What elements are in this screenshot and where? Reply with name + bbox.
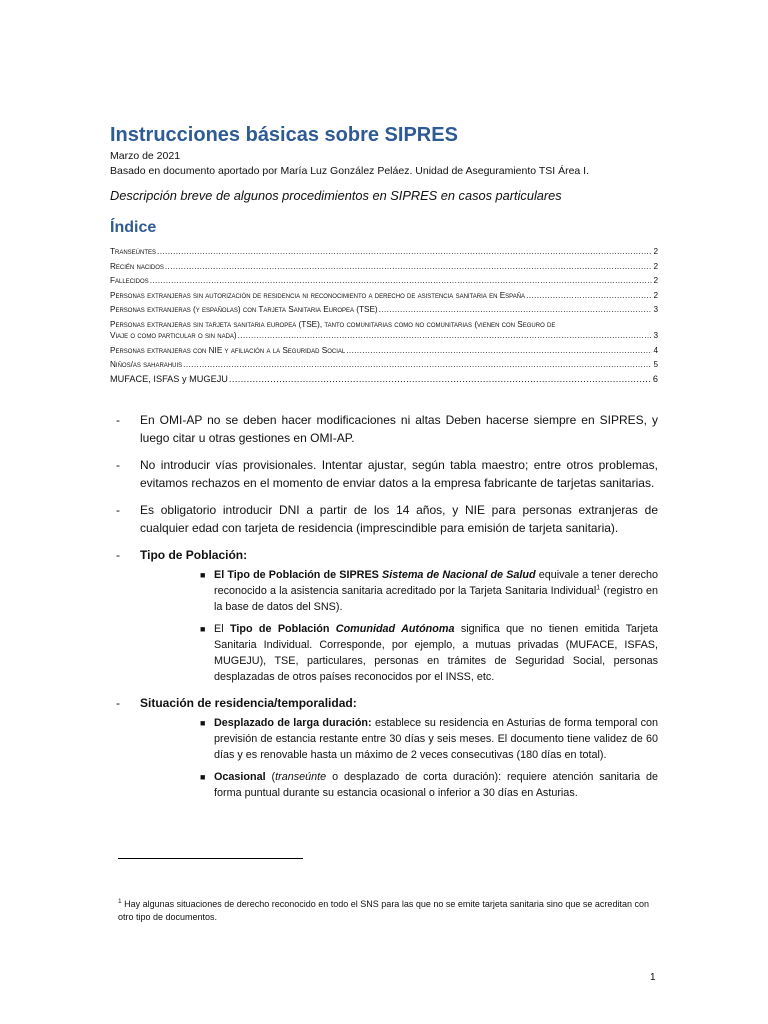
document-date: Marzo de 2021 — [110, 150, 181, 162]
list-item-situacion-residencia — [110, 694, 658, 801]
square-bullet-icon: ■ — [200, 623, 206, 634]
toc-entry-extranjeras-sin-autorizacion[interactable]: Personas extranjeras sin autorización de residencia ni reconocimiento a derecho de asistencia sanitaria en España ..... 2 — [110, 290, 658, 301]
footnote-mark: 1 — [118, 898, 122, 905]
dash-bullet: - — [116, 547, 120, 562]
toc-entry-fallecidos[interactable]: Fallecidos ..... 2 — [110, 275, 658, 286]
section-heading: Situación de residencia/temporalidad: — [140, 695, 357, 710]
table-of-contents — [110, 246, 658, 385]
footnote-ref[interactable]: 1 — [596, 584, 601, 592]
sublist — [140, 567, 658, 685]
section-heading: Tipo de Población: — [140, 547, 248, 562]
dash-bullet: - — [116, 502, 120, 517]
square-bullet-icon: ■ — [200, 717, 206, 728]
list-item: - No introducir vías provisionales. Intentar ajustar, según tabla maestro; entre otros problemas, evitamos rechazos en el momento de enviar datos a la empresa fabricante de tarjetas sanitarias. — [116, 457, 658, 490]
toc-entry-extranjeras-sin-tse[interactable]: Personas extranjeras sin tarjeta sanitaria europea (TSE), tanto comunitarias como no comunitarias (vienen con Seguro de Viaje o como particular o sin nada) ..... 3 — [110, 319, 658, 341]
footnote — [118, 898, 660, 924]
square-bullet-icon: ■ — [200, 569, 206, 580]
list-item-tipo-poblacion — [110, 546, 658, 685]
page-number: 1 — [650, 972, 656, 983]
instruction-list — [110, 411, 658, 801]
footnote-text: Hay algunas situaciones de derecho reconocido en todo el SNS para las que no se emite tarjeta sanitaria sino que se acreditan con otro tipo de documentos. — [118, 899, 649, 922]
toc-entry-muface-isfas-mugeju[interactable]: MUFACE, ISFAS y MUGEJU ..... 6 — [110, 374, 658, 385]
sublist-item: ■ El Tipo de Población Comunidad Autónoma significa que no tienen emitida Tarjeta Sanitaria Individual. Corresponde, por ejemplo, a mutuas privadas (MUFACE, ISFAS, MUGEJU), TSE, particulares, personas en trámites de Seguridad Social, personas desplazadas de otros países reconocidos por el INSS, etc. — [200, 622, 658, 683]
page-content — [110, 122, 658, 810]
toc-heading: Índice — [110, 219, 157, 236]
toc-entry-transeuntes[interactable]: Transeúntes ..... 2 — [110, 246, 658, 257]
dash-bullet: - — [116, 695, 120, 710]
toc-entry-extranjeras-con-tse[interactable]: Personas extranjeras (y españolas) con Tarjeta Sanitaria Europea (TSE) ..... 3 — [110, 304, 658, 315]
author-line: Basado en documento aportado por María Luz González Peláez. Unidad de Aseguramiento TSI Área I. — [110, 165, 590, 177]
toc-entry-recien-nacidos[interactable]: Recién nacidos ..... 2 — [110, 261, 658, 272]
dash-bullet: - — [116, 457, 120, 472]
list-item: - En OMI-AP no se deben hacer modificaciones ni altas Deben hacerse siempre en SIPRES, y luego citar u otras gestiones en OMI-AP. — [116, 412, 658, 445]
list-item: - Es obligatorio introducir DNI a partir de los 14 años, y NIE para personas extranjeras de cualquier edad con tarjeta de residencia (imprescindible para emisión de tarjeta sanitaria). — [116, 502, 658, 535]
footnote-separator — [118, 858, 303, 859]
dash-bullet: - — [116, 412, 120, 427]
sublist-item: ■ Desplazado de larga duración: establece su residencia en Asturias de forma temporal con previsión de estancia restante entre 30 días y seis meses. El documento tiene validez de 60 días y es renovable hasta un máximo de 2 veces consecutivas (180 días en total). — [200, 716, 658, 761]
sublist-item: ■ El Tipo de Población de SIPRES Sistema de Nacional de Salud equivale a tener derecho reconocido a la asistencia sanitaria acreditado por la Tarjeta Sanitaria Individual$^1$ (registro en la base de datos del SNS). — [200, 568, 659, 613]
sublist — [140, 715, 658, 801]
toc-entry-ninos-saharahuis[interactable]: Niños/as saharahuis ..... 5 — [110, 359, 658, 370]
document-title: Instrucciones básicas sobre SIPRES — [110, 124, 458, 146]
sublist-item: ■ Ocasional (transeúnte o desplazado de corta duración): requiere atención sanitaria de forma puntual durante su estancia ocasional o inferior a 30 días en Asturias. — [200, 770, 659, 799]
document-subtitle: Descripción breve de algunos procedimientos en SIPRES en casos particulares — [110, 188, 562, 203]
square-bullet-icon: ■ — [200, 771, 206, 782]
toc-entry-extranjeras-con-nie[interactable]: Personas extranjeras con NIE y afiliación a la Seguridad Social ..... 4 — [110, 345, 658, 356]
